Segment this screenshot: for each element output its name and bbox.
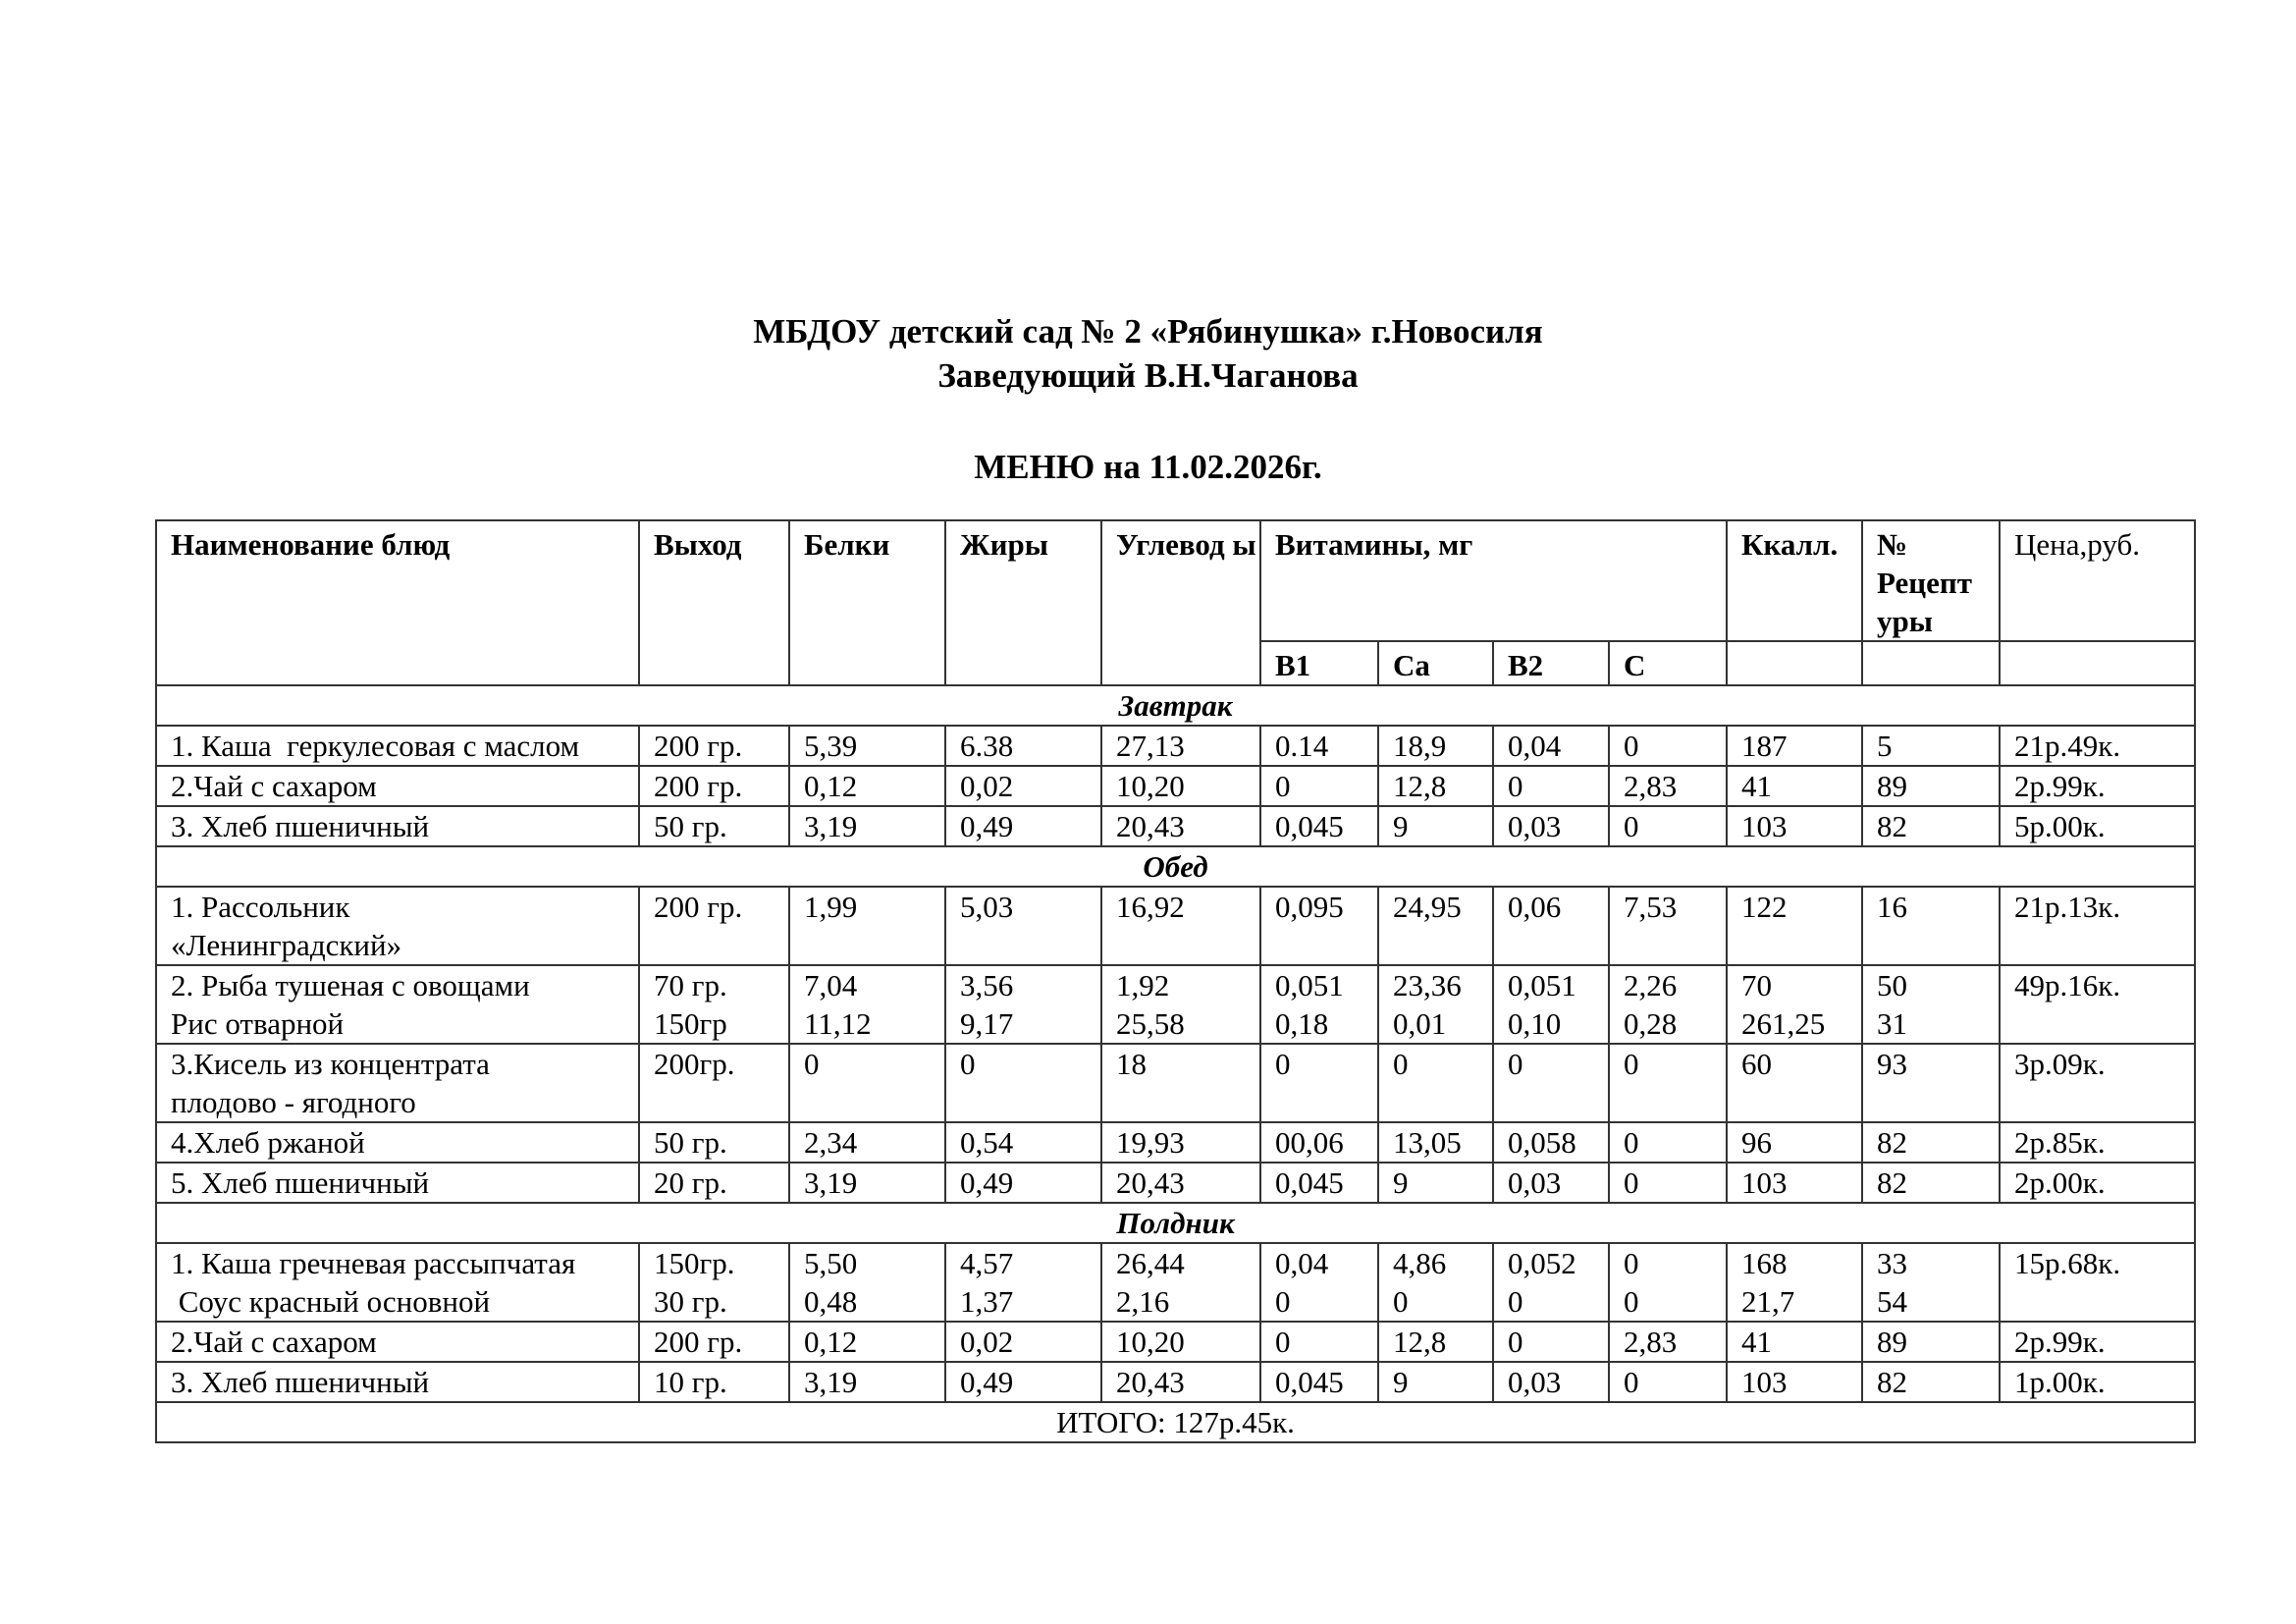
cell-ca: 9 <box>1378 1362 1493 1402</box>
cell-protein: 3,19 <box>789 806 945 846</box>
cell-yield: 200 гр. <box>639 766 789 806</box>
cell-price: 21р.13к. <box>2000 887 2195 965</box>
cell-protein: 1,99 <box>789 887 945 965</box>
cell-kcal: 41 <box>1727 766 1862 806</box>
director-line: Заведующий В.Н.Чаганова <box>937 356 1359 395</box>
cell-fat: 3,56 9,17 <box>945 965 1101 1044</box>
cell-ca: 4,86 0 <box>1378 1243 1493 1322</box>
cell-ca: 23,36 0,01 <box>1378 965 1493 1044</box>
cell-kcal: 41 <box>1727 1322 1862 1362</box>
cell-carbs: 10,20 <box>1101 766 1260 806</box>
cell-protein: 5,39 <box>789 726 945 766</box>
table-row <box>156 1243 2195 1322</box>
cell-price: 2р.00к. <box>2000 1163 2195 1203</box>
cell-ca: 13,05 <box>1378 1122 1493 1163</box>
cell-name: 5. Хлеб пшеничный <box>156 1163 639 1203</box>
cell-yield: 200 гр. <box>639 726 789 766</box>
cell-price: 1р.00к. <box>2000 1362 2195 1402</box>
cell-yield: 50 гр. <box>639 806 789 846</box>
cell-carbs: 19,93 <box>1101 1122 1260 1163</box>
menu-date-title: МЕНЮ на 11.02.2026г. <box>974 448 1322 486</box>
cell-kcal: 103 <box>1727 1163 1862 1203</box>
cell-recipe: 89 <box>1862 1322 2000 1362</box>
cell-kcal: 96 <box>1727 1122 1862 1163</box>
cell-kcal: 103 <box>1727 1362 1862 1402</box>
col-header-yield: Выход <box>639 520 789 685</box>
cell-name: 3.Кисель из концентрата плодово - ягодного <box>156 1044 639 1122</box>
cell-c: 7,53 <box>1609 887 1727 965</box>
cell-recipe: 82 <box>1862 806 2000 846</box>
cell-carbs: 10,20 <box>1101 1322 1260 1362</box>
cell-ca: 18,9 <box>1378 726 1493 766</box>
cell-price: 2р.85к. <box>2000 1122 2195 1163</box>
cell-kcal: 103 <box>1727 806 1862 846</box>
cell-ca: 9 <box>1378 806 1493 846</box>
col-header-recipe: № Рецепт уры <box>1862 520 2000 641</box>
col-header-kcal-empty <box>1727 641 1862 685</box>
cell-c: 0 <box>1609 1163 1727 1203</box>
cell-b2: 0,052 0 <box>1493 1243 1609 1322</box>
cell-recipe: 33 54 <box>1862 1243 2000 1322</box>
cell-yield: 200гр. <box>639 1044 789 1122</box>
col-header-c: С <box>1609 641 1727 685</box>
col-header-b2: В2 <box>1493 641 1609 685</box>
col-header-name: Наименование блюд <box>156 520 639 685</box>
cell-b1: 0,095 <box>1260 887 1378 965</box>
cell-protein: 2,34 <box>789 1122 945 1163</box>
cell-b1: 0,04 0 <box>1260 1243 1378 1322</box>
cell-b2: 0,04 <box>1493 726 1609 766</box>
cell-name: 2.Чай с сахаром <box>156 1322 639 1362</box>
cell-fat: 0,02 <box>945 1322 1101 1362</box>
cell-recipe: 5 <box>1862 726 2000 766</box>
cell-protein: 3,19 <box>789 1362 945 1402</box>
section-header-row <box>156 685 2195 726</box>
cell-recipe: 89 <box>1862 766 2000 806</box>
cell-b1: 0 <box>1260 1044 1378 1122</box>
cell-recipe: 50 31 <box>1862 965 2000 1044</box>
cell-fat: 0,49 <box>945 1163 1101 1203</box>
cell-b2: 0,03 <box>1493 806 1609 846</box>
cell-b2: 0 <box>1493 766 1609 806</box>
cell-kcal: 70 261,25 <box>1727 965 1862 1044</box>
cell-yield: 200 гр. <box>639 1322 789 1362</box>
cell-b2: 0,051 0,10 <box>1493 965 1609 1044</box>
table-row <box>156 726 2195 766</box>
cell-price: 15р.68к. <box>2000 1243 2195 1322</box>
cell-b2: 0,06 <box>1493 887 1609 965</box>
cell-c: 0 <box>1609 806 1727 846</box>
cell-ca: 12,8 <box>1378 766 1493 806</box>
cell-kcal: 168 21,7 <box>1727 1243 1862 1322</box>
cell-b1: 0 <box>1260 1322 1378 1362</box>
cell-name: 3. Хлеб пшеничный <box>156 1362 639 1402</box>
institution-title: МБДОУ детский сад № 2 «Рябинушка» г.Новосиля <box>753 312 1543 351</box>
cell-recipe: 93 <box>1862 1044 2000 1122</box>
cell-name: 2. Рыба тушеная с овощами Рис отварной <box>156 965 639 1044</box>
col-header-recipe-empty <box>1862 641 2000 685</box>
table-row <box>156 1362 2195 1402</box>
table-row <box>156 806 2195 846</box>
cell-name: 2.Чай с сахаром <box>156 766 639 806</box>
cell-fat: 0,49 <box>945 1362 1101 1402</box>
cell-c: 0 <box>1609 1362 1727 1402</box>
cell-b2: 0 <box>1493 1322 1609 1362</box>
cell-b1: 0 <box>1260 766 1378 806</box>
cell-c: 2,83 <box>1609 766 1727 806</box>
section-header-row <box>156 1203 2195 1243</box>
cell-carbs: 18 <box>1101 1044 1260 1122</box>
cell-ca: 9 <box>1378 1163 1493 1203</box>
table-row <box>156 1163 2195 1203</box>
cell-price: 3р.09к. <box>2000 1044 2195 1122</box>
cell-price: 2р.99к. <box>2000 766 2195 806</box>
cell-fat: 5,03 <box>945 887 1101 965</box>
cell-b1: 0,045 <box>1260 1163 1378 1203</box>
cell-b1: 0.14 <box>1260 726 1378 766</box>
cell-protein: 7,04 11,12 <box>789 965 945 1044</box>
cell-b2: 0,03 <box>1493 1362 1609 1402</box>
cell-kcal: 187 <box>1727 726 1862 766</box>
cell-ca: 12,8 <box>1378 1322 1493 1362</box>
col-header-protein: Белки <box>789 520 945 685</box>
cell-c: 0 <box>1609 1122 1727 1163</box>
cell-b1: 0,045 <box>1260 806 1378 846</box>
cell-c: 0 <box>1609 726 1727 766</box>
col-header-price-empty <box>2000 641 2195 685</box>
col-header-price: Цена,руб. <box>2000 520 2195 641</box>
col-header-vitamins: Витамины, мг <box>1260 520 1727 641</box>
cell-carbs: 26,44 2,16 <box>1101 1243 1260 1322</box>
cell-b1: 00,06 <box>1260 1122 1378 1163</box>
cell-yield: 70 гр. 150гр <box>639 965 789 1044</box>
col-header-carbs: Углевод ы <box>1101 520 1260 685</box>
cell-b1: 0,045 <box>1260 1362 1378 1402</box>
cell-recipe: 82 <box>1862 1362 2000 1402</box>
cell-ca: 24,95 <box>1378 887 1493 965</box>
cell-ca: 0 <box>1378 1044 1493 1122</box>
cell-price: 49р.16к. <box>2000 965 2195 1044</box>
cell-name: 4.Хлеб ржаной <box>156 1122 639 1163</box>
cell-fat: 4,57 1,37 <box>945 1243 1101 1322</box>
cell-yield: 200 гр. <box>639 887 789 965</box>
cell-yield: 50 гр. <box>639 1122 789 1163</box>
cell-name: 1. Рассольник «Ленинградский» <box>156 887 639 965</box>
cell-fat: 6.38 <box>945 726 1101 766</box>
cell-protein: 0,12 <box>789 1322 945 1362</box>
cell-name: 1. Каша гречневая рассыпчатая Соус красный основной <box>156 1243 639 1322</box>
cell-c: 0 0 <box>1609 1243 1727 1322</box>
cell-protein: 3,19 <box>789 1163 945 1203</box>
cell-b2: 0,058 <box>1493 1122 1609 1163</box>
col-header-b1: В1 <box>1260 641 1378 685</box>
cell-b2: 0 <box>1493 1044 1609 1122</box>
cell-b1: 0,051 0,18 <box>1260 965 1378 1044</box>
cell-protein: 5,50 0,48 <box>789 1243 945 1322</box>
cell-yield: 150гр. 30 гр. <box>639 1243 789 1322</box>
cell-protein: 0,12 <box>789 766 945 806</box>
cell-yield: 20 гр. <box>639 1163 789 1203</box>
cell-price: 5р.00к. <box>2000 806 2195 846</box>
section-title: Полдник <box>156 1203 2195 1243</box>
cell-protein: 0 <box>789 1044 945 1122</box>
cell-carbs: 27,13 <box>1101 726 1260 766</box>
section-title: Обед <box>156 846 2195 887</box>
cell-kcal: 60 <box>1727 1044 1862 1122</box>
table-row <box>156 1322 2195 1362</box>
cell-carbs: 20,43 <box>1101 1362 1260 1402</box>
col-header-fat: Жиры <box>945 520 1101 685</box>
cell-price: 21р.49к. <box>2000 726 2195 766</box>
cell-carbs: 1,92 25,58 <box>1101 965 1260 1044</box>
cell-fat: 0,02 <box>945 766 1101 806</box>
cell-yield: 10 гр. <box>639 1362 789 1402</box>
col-header-ca: Са <box>1378 641 1493 685</box>
cell-c: 0 <box>1609 1044 1727 1122</box>
menu-body <box>156 685 2195 1402</box>
section-header-row <box>156 846 2195 887</box>
total-cell: ИТОГО: 127р.45к. <box>156 1402 2195 1442</box>
cell-recipe: 82 <box>1862 1122 2000 1163</box>
menu-table <box>155 519 2196 1443</box>
cell-c: 2,83 <box>1609 1322 1727 1362</box>
table-row <box>156 766 2195 806</box>
table-row <box>156 1044 2195 1122</box>
cell-name: 1. Каша геркулесовая с маслом <box>156 726 639 766</box>
cell-carbs: 20,43 <box>1101 806 1260 846</box>
cell-price: 2р.99к. <box>2000 1322 2195 1362</box>
cell-c: 2,26 0,28 <box>1609 965 1727 1044</box>
cell-fat: 0,49 <box>945 806 1101 846</box>
cell-name: 3. Хлеб пшеничный <box>156 806 639 846</box>
cell-kcal: 122 <box>1727 887 1862 965</box>
table-row <box>156 1122 2195 1163</box>
table-row <box>156 965 2195 1044</box>
cell-recipe: 82 <box>1862 1163 2000 1203</box>
cell-recipe: 16 <box>1862 887 2000 965</box>
col-header-kcal: Ккалл. <box>1727 520 1862 641</box>
cell-fat: 0,54 <box>945 1122 1101 1163</box>
cell-carbs: 20,43 <box>1101 1163 1260 1203</box>
section-title: Завтрак <box>156 685 2195 726</box>
cell-carbs: 16,92 <box>1101 887 1260 965</box>
table-row <box>156 887 2195 965</box>
cell-b2: 0,03 <box>1493 1163 1609 1203</box>
cell-fat: 0 <box>945 1044 1101 1122</box>
